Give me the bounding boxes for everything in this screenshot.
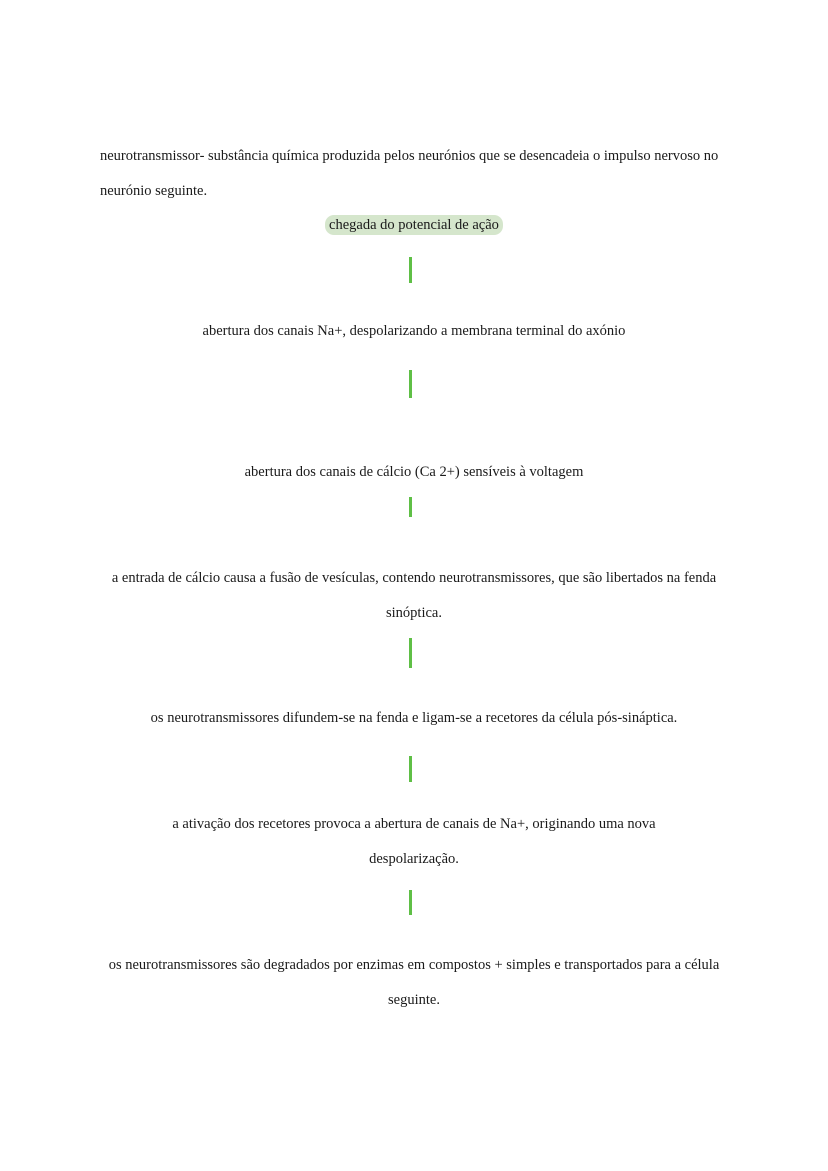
highlighted-step-text: chegada do potencial de ação: [325, 215, 503, 235]
flow-step-2: abertura dos canais Na+, despolarizando a membrana terminal do axónio: [202, 323, 626, 339]
flow-step-6: a ativação dos recetores provoca a abertura de canais de Na+, originando uma nova despolarização.: [172, 816, 656, 867]
flow-step-7: os neurotransmissores são degradados por enzimas em compostos + simples e transportados para a célula seguinte.: [108, 957, 720, 1008]
connector-line-1: [409, 257, 412, 283]
connector-line-4: [409, 638, 412, 668]
flow-step-5: os neurotransmissores difundem-se na fenda e ligam-se a recetores da célula pós-sináptica.: [150, 710, 678, 726]
connector-line-2: [409, 370, 412, 398]
connector-line-3: [409, 497, 412, 517]
connector-line-6: [409, 890, 412, 915]
flow-step-3: abertura dos canais de cálcio (Ca 2+) sensíveis à voltagem: [244, 464, 584, 480]
flow-step-1: [95, 208, 733, 243]
intro-definition: neurotransmissor- substância química produzida pelos neurónios que se desencadeia o impulso nervoso no neurónio seguinte.: [100, 148, 719, 199]
connector-line-5: [409, 756, 412, 782]
flow-step-4: a entrada de cálcio causa a fusão de vesículas, contendo neurotransmissores, que são libertados na fenda sinóptica.: [111, 570, 717, 621]
